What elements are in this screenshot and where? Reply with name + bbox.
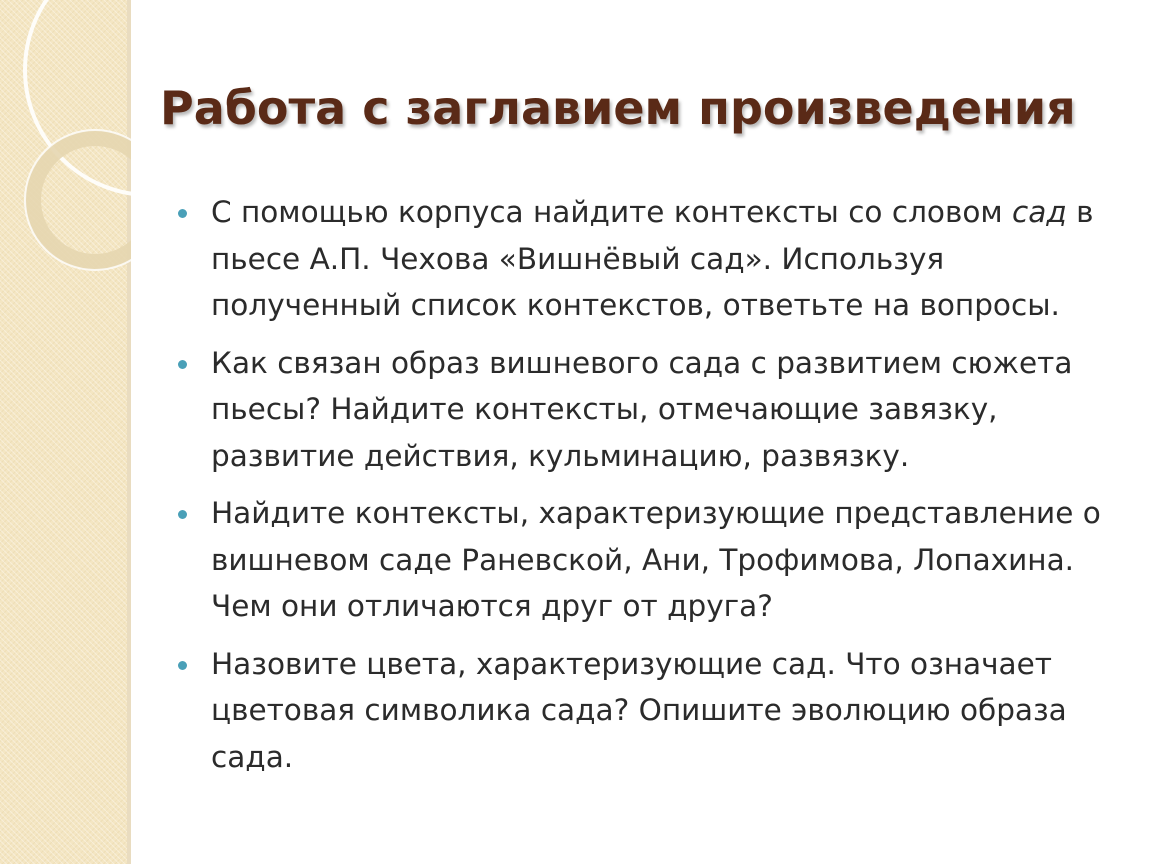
bullet-text-part: С помощью корпуса найдите контексты со словом: [211, 195, 1013, 229]
bullet-dot-icon: [178, 510, 187, 519]
bullet-list: [176, 189, 1111, 791]
bullet-item: [176, 490, 1111, 630]
decorative-circles-icon: [0, 0, 131, 300]
bullet-dot-icon: [178, 661, 187, 670]
bullet-dot-icon: [178, 209, 187, 218]
bullet-item: [176, 340, 1111, 480]
bullet-dot-icon: [178, 360, 187, 369]
slide-title: Работа с заглавием произведения: [160, 81, 1076, 135]
bullet-italic-word: сад: [1012, 195, 1067, 229]
bullet-text: Найдите контексты, характеризующие представление о вишневом саде Раневской, Ани, Трофимова, Лопахина. Чем они отличаются друг от друга?: [211, 496, 1101, 623]
bullet-text: Как связан образ вишневого сада с развитием сюжета пьесы? Найдите контексты, отмечающие завязку, развитие действия, кульминацию, развязку.: [211, 345, 1073, 473]
bullet-item: [176, 641, 1111, 781]
bullet-text: Назовите цвета, характеризующие сад. Что означает цветовая символика сада? Опишите эволюцию образа сада.: [211, 646, 1067, 774]
bullet-text-part: в пьесе А.П. Чехова «Вишнёвый сад». Используя полученный список контекстов, ответьте на вопросы.: [211, 195, 1094, 322]
bullet-item: [176, 189, 1111, 329]
